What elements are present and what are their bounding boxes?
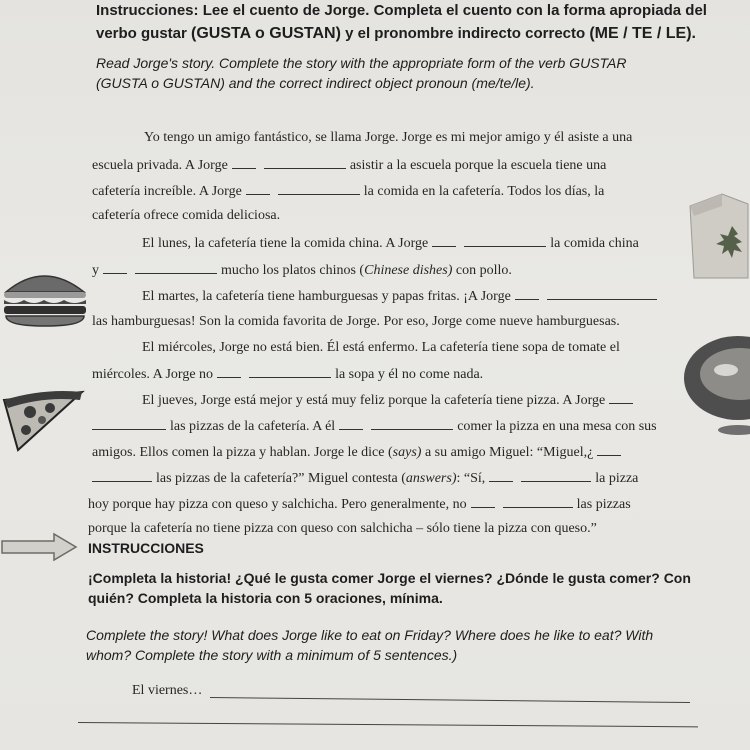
- blank-pronoun-6[interactable]: [217, 366, 241, 378]
- answer-line-2[interactable]: [78, 722, 698, 727]
- instructions-english-2: whom? Complete the story with a minimum of 5 sentences.): [86, 647, 458, 663]
- blank-verb-10[interactable]: [521, 470, 591, 482]
- story-line-12: las pizzas de la cafetería. A él comer la pizza en una mesa con sus: [92, 418, 657, 435]
- story-line-10: miércoles. A Jorge no la sopa y él no come nada.: [92, 367, 484, 382]
- hamburger-icon: [0, 266, 88, 328]
- blank-verb-6[interactable]: [249, 366, 331, 378]
- blank-pronoun-1[interactable]: [232, 157, 256, 169]
- blank-verb-7[interactable]: [92, 418, 166, 430]
- story-line-9: El miércoles, Jorge no está bien. Él está enfermo. La cafetería tiene sopa de tomate el: [142, 340, 620, 355]
- story-line-15: hoy porque hay pizza con queso y salchicha. Pero generalmente, no las pizzas: [88, 497, 631, 512]
- instructions-spanish-2: quién? Completa la historia con 5 oraciones, mínima.: [88, 590, 443, 606]
- story-line-11: El jueves, Jorge está mejor y está muy feliz porque la cafetería tiene pizza. A Jorge: [142, 392, 637, 409]
- instructions-spanish-1: ¡Completa la historia! ¿Qué le gusta comer Jorge el viernes? ¿Dónde le gusta comer? Con: [88, 570, 691, 586]
- blank-verb-5[interactable]: [547, 288, 657, 300]
- header-line-2: verbo gustar (GUSTA o GUSTAN) y el pronombre indirecto correcto (ME / TE / LE).: [96, 25, 696, 42]
- blank-pronoun-11[interactable]: [471, 496, 495, 508]
- milk-carton-icon: [682, 188, 750, 283]
- story-line-1: Yo tengo un amigo fantástico, se llama Jorge. Jorge es mi mejor amigo y él asiste a una: [144, 130, 633, 145]
- pizza-slice-icon: [0, 388, 88, 454]
- blank-pronoun-3[interactable]: [432, 235, 456, 247]
- story-line-13: amigos. Ellos comen la pizza y hablan. Jorge le dice (says) a su amigo Miguel: “Miguel,¿: [92, 444, 625, 461]
- blank-verb-11[interactable]: [503, 496, 573, 508]
- blank-pronoun-7[interactable]: [609, 392, 633, 404]
- story-line-2: escuela privada. A Jorge asistir a la escuela porque la escuela tiene una: [92, 158, 607, 173]
- blank-verb-4[interactable]: [135, 262, 217, 274]
- blank-pronoun-5[interactable]: [515, 288, 539, 300]
- header-english-2: (GUSTA o GUSTAN) and the correct indirect object pronoun (me/te/le).: [96, 75, 535, 91]
- story-line-14: las pizzas de la cafetería?” Miguel contesta (answers): “Sí, la pizza: [92, 470, 638, 487]
- story-line-6: y mucho los platos chinos (Chinese dishes) con pollo.: [92, 263, 512, 278]
- answer-line-1[interactable]: [210, 697, 690, 703]
- story-line-8: las hamburguesas! Son la comida favorita de Jorge. Por eso, Jorge come nueve hamburguesas.: [92, 314, 620, 329]
- story-line-5: El lunes, la cafetería tiene la comida china. A Jorge la comida china: [142, 236, 639, 251]
- blank-verb-8[interactable]: [371, 418, 453, 430]
- header-english-1: Read Jorge's story. Complete the story with the appropriate form of the verb GUSTAR: [96, 55, 627, 71]
- blank-verb-3[interactable]: [464, 235, 546, 247]
- soup-bowl-icon: [682, 334, 750, 444]
- blank-pronoun-4[interactable]: [103, 262, 127, 274]
- story-line-4: cafetería ofrece comida deliciosa.: [92, 208, 281, 223]
- arrow-icon: [0, 532, 78, 562]
- blank-verb-1[interactable]: [264, 157, 346, 169]
- blank-verb-9[interactable]: [92, 470, 152, 482]
- blank-pronoun-10[interactable]: [489, 470, 513, 482]
- blank-pronoun-9[interactable]: [597, 444, 621, 456]
- header-line-1: Instrucciones: Lee el cuento de Jorge. Completa el cuento con la forma apropiada del: [96, 2, 707, 19]
- story-line-3: cafetería increíble. A Jorge la comida en la cafetería. Todos los días, la: [92, 184, 605, 199]
- instructions-heading: INSTRUCCIONES: [88, 540, 204, 556]
- blank-verb-2[interactable]: [278, 183, 360, 195]
- answer-prompt: El viernes…: [132, 683, 203, 698]
- blank-pronoun-8[interactable]: [339, 418, 363, 430]
- story-line-7: El martes, la cafetería tiene hamburguesas y papas fritas. ¡A Jorge: [142, 288, 661, 305]
- instructions-english-1: Complete the story! What does Jorge like to eat on Friday? Where does he like to eat? With: [86, 627, 654, 643]
- story-line-16: porque la cafetería no tiene pizza con queso con salchicha – sólo tiene la pizza con queso.”: [88, 521, 597, 536]
- blank-pronoun-2[interactable]: [246, 183, 270, 195]
